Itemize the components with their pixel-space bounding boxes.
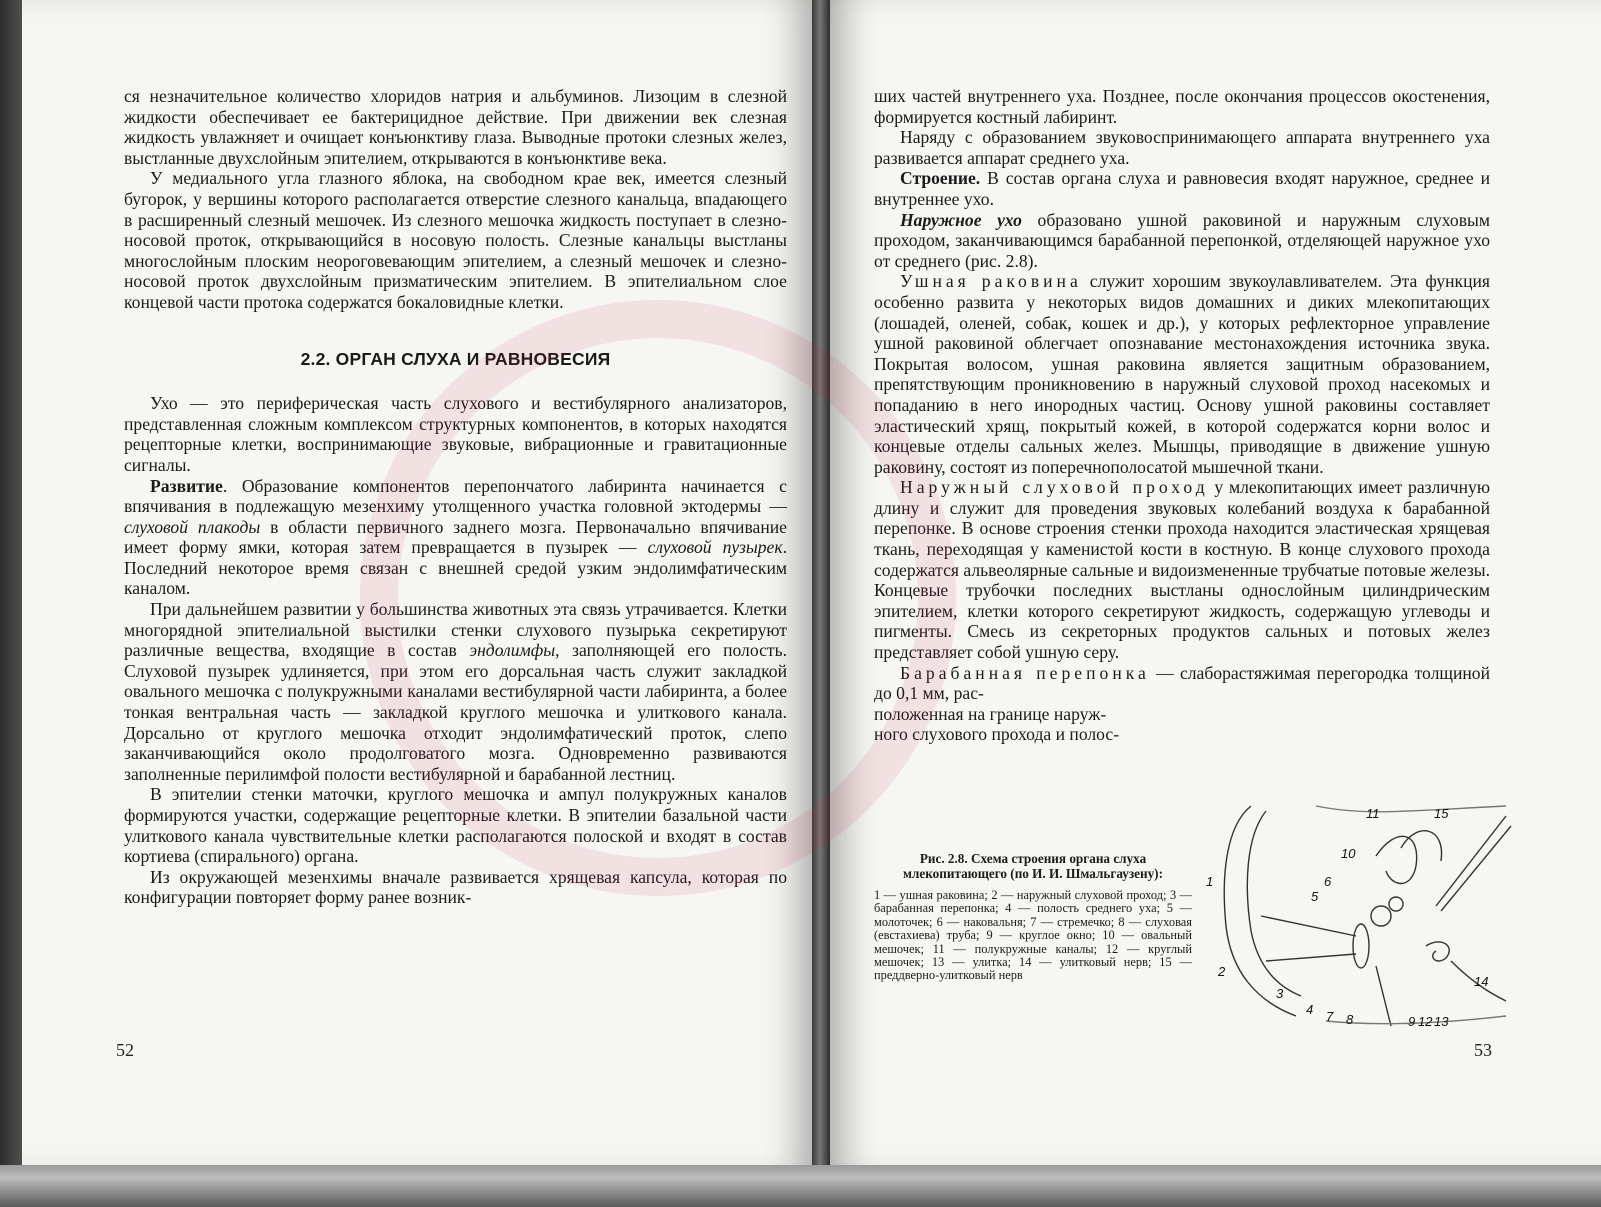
paragraph: У медиального угла глазного яблока, на свободном крае век, имеется слезный бугорок, у вершины которого располагается отверстие слезного канальца, впадающего в расширенный слезный мешочек. Из слезного мешочка жидкость поступает в слезно-носовой проток, открывающийся в носовую полость. Слезные канальцы выстланы многослойным плоским неороговевающим эпителием, а слезный мешочек и слезно-носовой проток двухслойным призматическим эпителием. В эпителиальном слое концевой части протока содержатся бокаловидные клетки. bbox=[124, 168, 787, 312]
figure-caption bbox=[874, 852, 1192, 983]
paragraph: ся незначительное количество хлоридов натрия и альбуминов. Лизоцим в слезной жидкости обеспечивает ее бактерицидное действие. При движении век слезная жидкость увлажняет и очищает конъюнктиву глаза. Выводные протоки слезных желез, выстланные двухслойным эпителием, открываются в конъюнктиве века. bbox=[124, 86, 787, 168]
semicircular-canals bbox=[1376, 836, 1417, 883]
figure-label-11: 11 bbox=[1366, 806, 1380, 821]
paragraph bbox=[874, 168, 1490, 209]
paragraph: Ухо — это периферическая часть слухового и вестибулярного анализаторов, представленная сложным комплексом структурных компонентов, в которых находятся рецепторные клетки, воспринимающие звуковые, вибрационные и гравитационные сигналы. bbox=[124, 393, 787, 475]
figure-label-2: 2 bbox=[1218, 964, 1226, 979]
figure-label-6: 6 bbox=[1324, 874, 1332, 889]
text-run: образовано ушной раковиной и наружным слуховым проходом, заканчивающимся барабанной перепонкой, отделяющей наружное ухо от среднего (рис. 2.8). bbox=[874, 209, 1490, 271]
ear-canal-upper bbox=[1261, 916, 1356, 936]
text-run: — слаборастяжимая перегородка толщиной до 0,1 мм, рас- bbox=[874, 662, 1490, 704]
figure-label-12: 12 bbox=[1418, 1014, 1433, 1029]
book-gutter bbox=[812, 0, 830, 1180]
text-run: служит хорошим звукоулавливателем. Эта функция особенно развита у некоторых видов домашних и диких млекопитающих (лошадей, оленей, собак, кошек и др.), у которых рефлекторное управление ушной раковиной облегчает опознавание местонахождения источника звука. Покрытая волосом, ушная раковина является защитным образованием, препятствующим проникновению в наружный слуховой проход насекомых и попаданию в него инородных частиц. Основу ушной раковины составляет эластический хрящ, покрытый кожей, в которой содержатся корни волос и концевые отделы сальных желез. Мышцы, приводящие в движение ушную раковину, состоят из поперечнополосатой мышечной ткани. bbox=[874, 271, 1490, 477]
figure-label-14: 14 bbox=[1474, 974, 1489, 989]
term-bold-italic: Наружное ухо bbox=[900, 209, 1022, 230]
term-spaced: Барабанная перепонка bbox=[900, 662, 1150, 683]
paragraph bbox=[124, 599, 787, 784]
term-italic: слуховой пузырек bbox=[647, 537, 783, 558]
paragraph bbox=[874, 663, 1490, 704]
paragraph bbox=[874, 210, 1490, 272]
paragraph: ших частей внутреннего уха. Позднее, после окончания процессов окостенения, формируется костный лабиринт. bbox=[874, 86, 1490, 127]
nerve-branch bbox=[1441, 826, 1511, 911]
paragraph bbox=[874, 271, 1490, 477]
term-bold: Развитие bbox=[150, 475, 223, 496]
paragraph-line: положенная на границе наруж- bbox=[874, 703, 1107, 724]
figure-label-5: 5 bbox=[1311, 889, 1319, 904]
figure-caption-title: Рис. 2.8. Схема строения органа слуха млекопитающего (по И. И. Шмальгаузену): bbox=[903, 851, 1163, 881]
semicircular-canal-2 bbox=[1401, 831, 1442, 861]
text-run: При дальнейшем развитии у большинства животных эта связь утрачивается. Клетки многорядной эпителиальной выстилки стенки слухового пузырька секретируют различные вещества, входящие в состав bbox=[124, 599, 787, 661]
figure-label-10: 10 bbox=[1341, 846, 1356, 861]
auricle-outline bbox=[1224, 806, 1296, 1016]
figure-label-4: 4 bbox=[1306, 1002, 1314, 1017]
skull-outline bbox=[1316, 806, 1506, 812]
term-italic: слуховой плакоды bbox=[124, 516, 261, 537]
paragraph-line: ного слухового прохода и полос- bbox=[874, 724, 1120, 745]
text-run: . Образование компонентов перепончатого лабиринта начинается с впячивания в подлежащую мезенхиму утолщенного участка головной эктодермы — bbox=[124, 475, 787, 517]
paragraph bbox=[124, 476, 787, 600]
term-spaced: Ушная раковина bbox=[900, 271, 1082, 292]
eustachian-tube bbox=[1376, 966, 1391, 1026]
ossicle-malleus bbox=[1371, 906, 1391, 926]
text-run: у млекопитающих имеет различную длину и служит для проведения звуковых колебаний воздуха к барабанной перепонке. В основе строения стенки прохода находится эластическая хрящевая ткань, переходящая у каменистой кости в костную. В конце слухового прохода содержатся альвеолярные сальные и видоизмененные трубчатые потовые железы. Концевые трубочки последних выстланы однослойным цилиндрическим эпителием, клетки которого секретируют жидкость, содержащую углеводы и пигменты. Смесь из секреторных продуктов сальных и потовых желез представляет собой ушную серу. bbox=[874, 477, 1490, 663]
figure-label-1: 1 bbox=[1206, 874, 1214, 889]
left-page bbox=[22, 0, 812, 1170]
ear-drawing bbox=[1224, 806, 1511, 1026]
figure-label-8: 8 bbox=[1346, 1012, 1354, 1027]
ear-structure-figure bbox=[1206, 786, 1516, 1036]
text-run: в области первичного заднего мозга. Первоначально впячивание имеет форму ямки, которая затем превращается в пузырек — bbox=[124, 516, 787, 558]
eardrum bbox=[1353, 924, 1369, 968]
cochlea bbox=[1426, 942, 1449, 961]
page-number: 52 bbox=[116, 1040, 134, 1060]
term-bold: Строение. bbox=[900, 168, 981, 189]
figure-label-9: 9 bbox=[1408, 1014, 1416, 1029]
figure-label-15: 15 bbox=[1434, 806, 1449, 821]
paragraph: Из окружающей мезенхимы вначале развивается хрящевая капсула, которая по конфигурации повторяет форму ранее возник- bbox=[124, 866, 787, 908]
left-page-text bbox=[124, 86, 787, 908]
text-run: , заполняющей его полость. Слуховой пузырек удлиняется, при этом его дорсальная часть служит закладкой овального мешочка с полукружными каналами вестибулярной части лабиринта, а более тонкая вентральная часть — закладкой круглого мешочка и улиткового канала. Дорсально от круглого мешочка отходит эндолимфатический проток, слепо заканчивающийся около продолговатого мозга. Одновременно развиваются заполненные перилимфой полости вестибулярной и барабанной лестниц. bbox=[124, 640, 787, 784]
figure-labels bbox=[1206, 806, 1488, 1029]
ossicle-incus bbox=[1389, 897, 1403, 911]
figure-label-3: 3 bbox=[1276, 986, 1284, 1001]
figure-label-7: 7 bbox=[1326, 1009, 1334, 1024]
paragraph: В эпителии стенки маточки, круглого мешочка и ампул полукружных каналов формируются участки, содержащие рецепторные клетки. В эпителии базальной части улиткового канала чувствительные клетки располагаются полоской и входят в состав кортиева (спирального) органа. bbox=[124, 784, 787, 867]
term-spaced: Наружный слуховой проход bbox=[900, 477, 1209, 498]
page-number: 53 bbox=[1474, 1040, 1492, 1060]
right-page bbox=[830, 0, 1601, 1170]
right-page-text bbox=[874, 86, 1490, 745]
figure-label-13: 13 bbox=[1434, 1014, 1449, 1029]
term-italic: эндолимфы bbox=[469, 640, 556, 661]
figure-caption-body: 1 — ушная раковина; 2 — наружный слуховой проход; 3 — барабанная перепонка; 4 — полость среднего уха; 5 — молоточек; 6 — наковальня; 7 — стремечко; 8 — слуховая (евстахиева) труба; 9 — круглое окно; 10 — овальный мешочек; 11 — полукружные каналы; 12 — круглый мешочек; 13 — улитка; 14 — улитковый нерв; 15 — преддверно-улитковый нерв bbox=[874, 888, 1192, 983]
book-bottom-edge bbox=[0, 1165, 1601, 1207]
text-run: . Последний некоторое время связан с внешней средой узким эндолимфатическим каналом. bbox=[124, 537, 787, 599]
paragraph: Наряду с образованием звуковоспринимающего аппарата внутреннего уха развивается аппарат среднего уха. bbox=[874, 127, 1490, 168]
vestibulocochlear-nerve bbox=[1436, 816, 1506, 906]
paragraph bbox=[874, 477, 1490, 662]
ear-canal-lower bbox=[1266, 954, 1356, 961]
book-left-edge bbox=[0, 0, 22, 1207]
auricle-inner bbox=[1247, 811, 1301, 996]
section-heading: 2.2. ОРГАН СЛУХА И РАВНОВЕСИЯ bbox=[300, 348, 611, 369]
text-run: В состав органа слуха и равновесия входят наружное, среднее и внутреннее ухо. bbox=[874, 168, 1490, 209]
